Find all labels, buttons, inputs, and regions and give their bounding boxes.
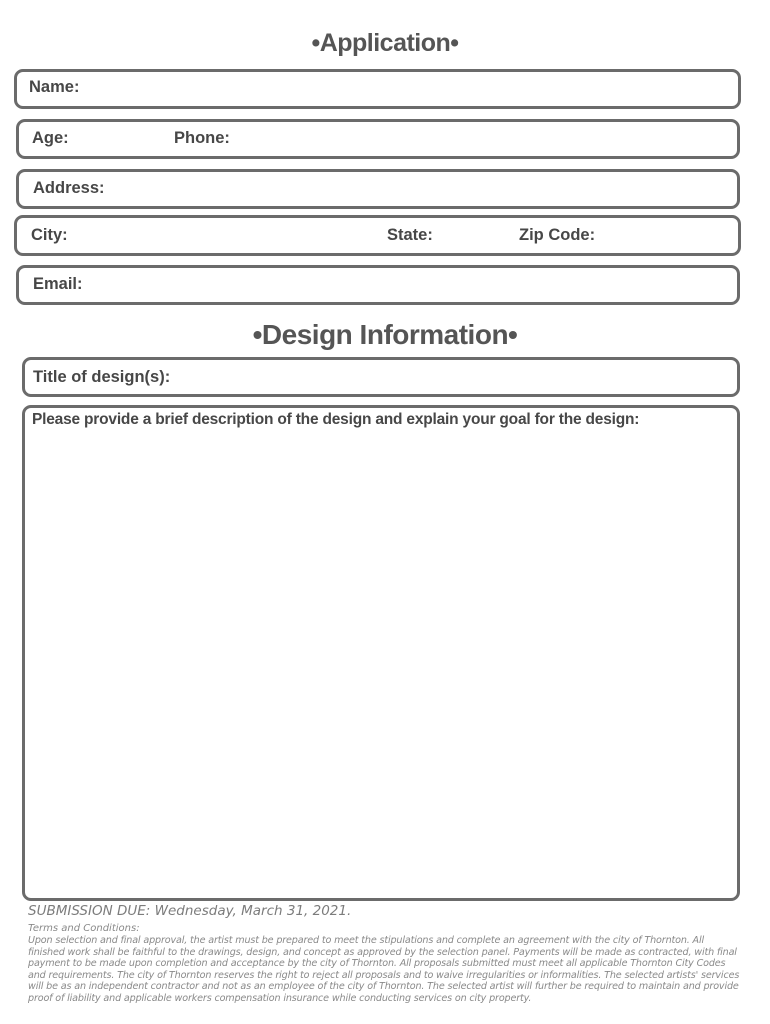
application-heading: •Application• <box>311 29 459 57</box>
design-title-label: Title of design(s): <box>33 368 171 386</box>
terms-body: Upon selection and final approval, the artist must be prepared to meet the stipulations and complete an agreement with the city of Thornton. All finished work shall be faithful to the drawings, design, and concept as approved by the selection panel. Payments will be made as contracted, with final payment to be made upon completion and acceptance by the city of Thornton. All proposals submitted must meet all applicable Thornton City Codes and requirements. The city of Thornton reserves the right to reject all proposals and to waive irregularities or informalities. The selected artists' services will be as an independent contractor and not as an employee of the city of Thornton. The selected artist will further be required to maintain and provide proof of liability and applicable workers compensation insurance while conducting services on city property. <box>28 935 740 1004</box>
city-label: City: <box>31 226 68 244</box>
design-description-field[interactable] <box>22 405 740 901</box>
name-label: Name: <box>29 78 80 96</box>
age-label: Age: <box>32 129 69 147</box>
address-label: Address: <box>33 179 105 197</box>
design-description-label: Please provide a brief description of the design and explain your goal for the design: <box>32 411 640 428</box>
design-information-heading: •Design Information• <box>252 319 518 350</box>
submission-due: SUBMISSION DUE: Wednesday, March 31, 2021. <box>28 903 352 919</box>
terms-heading: Terms and Conditions: <box>28 923 140 934</box>
city-state-zip-field[interactable] <box>14 215 741 256</box>
address-field[interactable] <box>16 169 740 209</box>
email-label: Email: <box>33 275 83 293</box>
phone-label: Phone: <box>174 129 230 147</box>
age-phone-field[interactable] <box>16 119 740 159</box>
zip-code-label: Zip Code: <box>519 226 596 244</box>
name-field[interactable] <box>14 69 741 109</box>
design-title-field[interactable] <box>22 357 740 397</box>
email-field[interactable] <box>16 265 740 305</box>
state-label: State: <box>387 226 433 244</box>
